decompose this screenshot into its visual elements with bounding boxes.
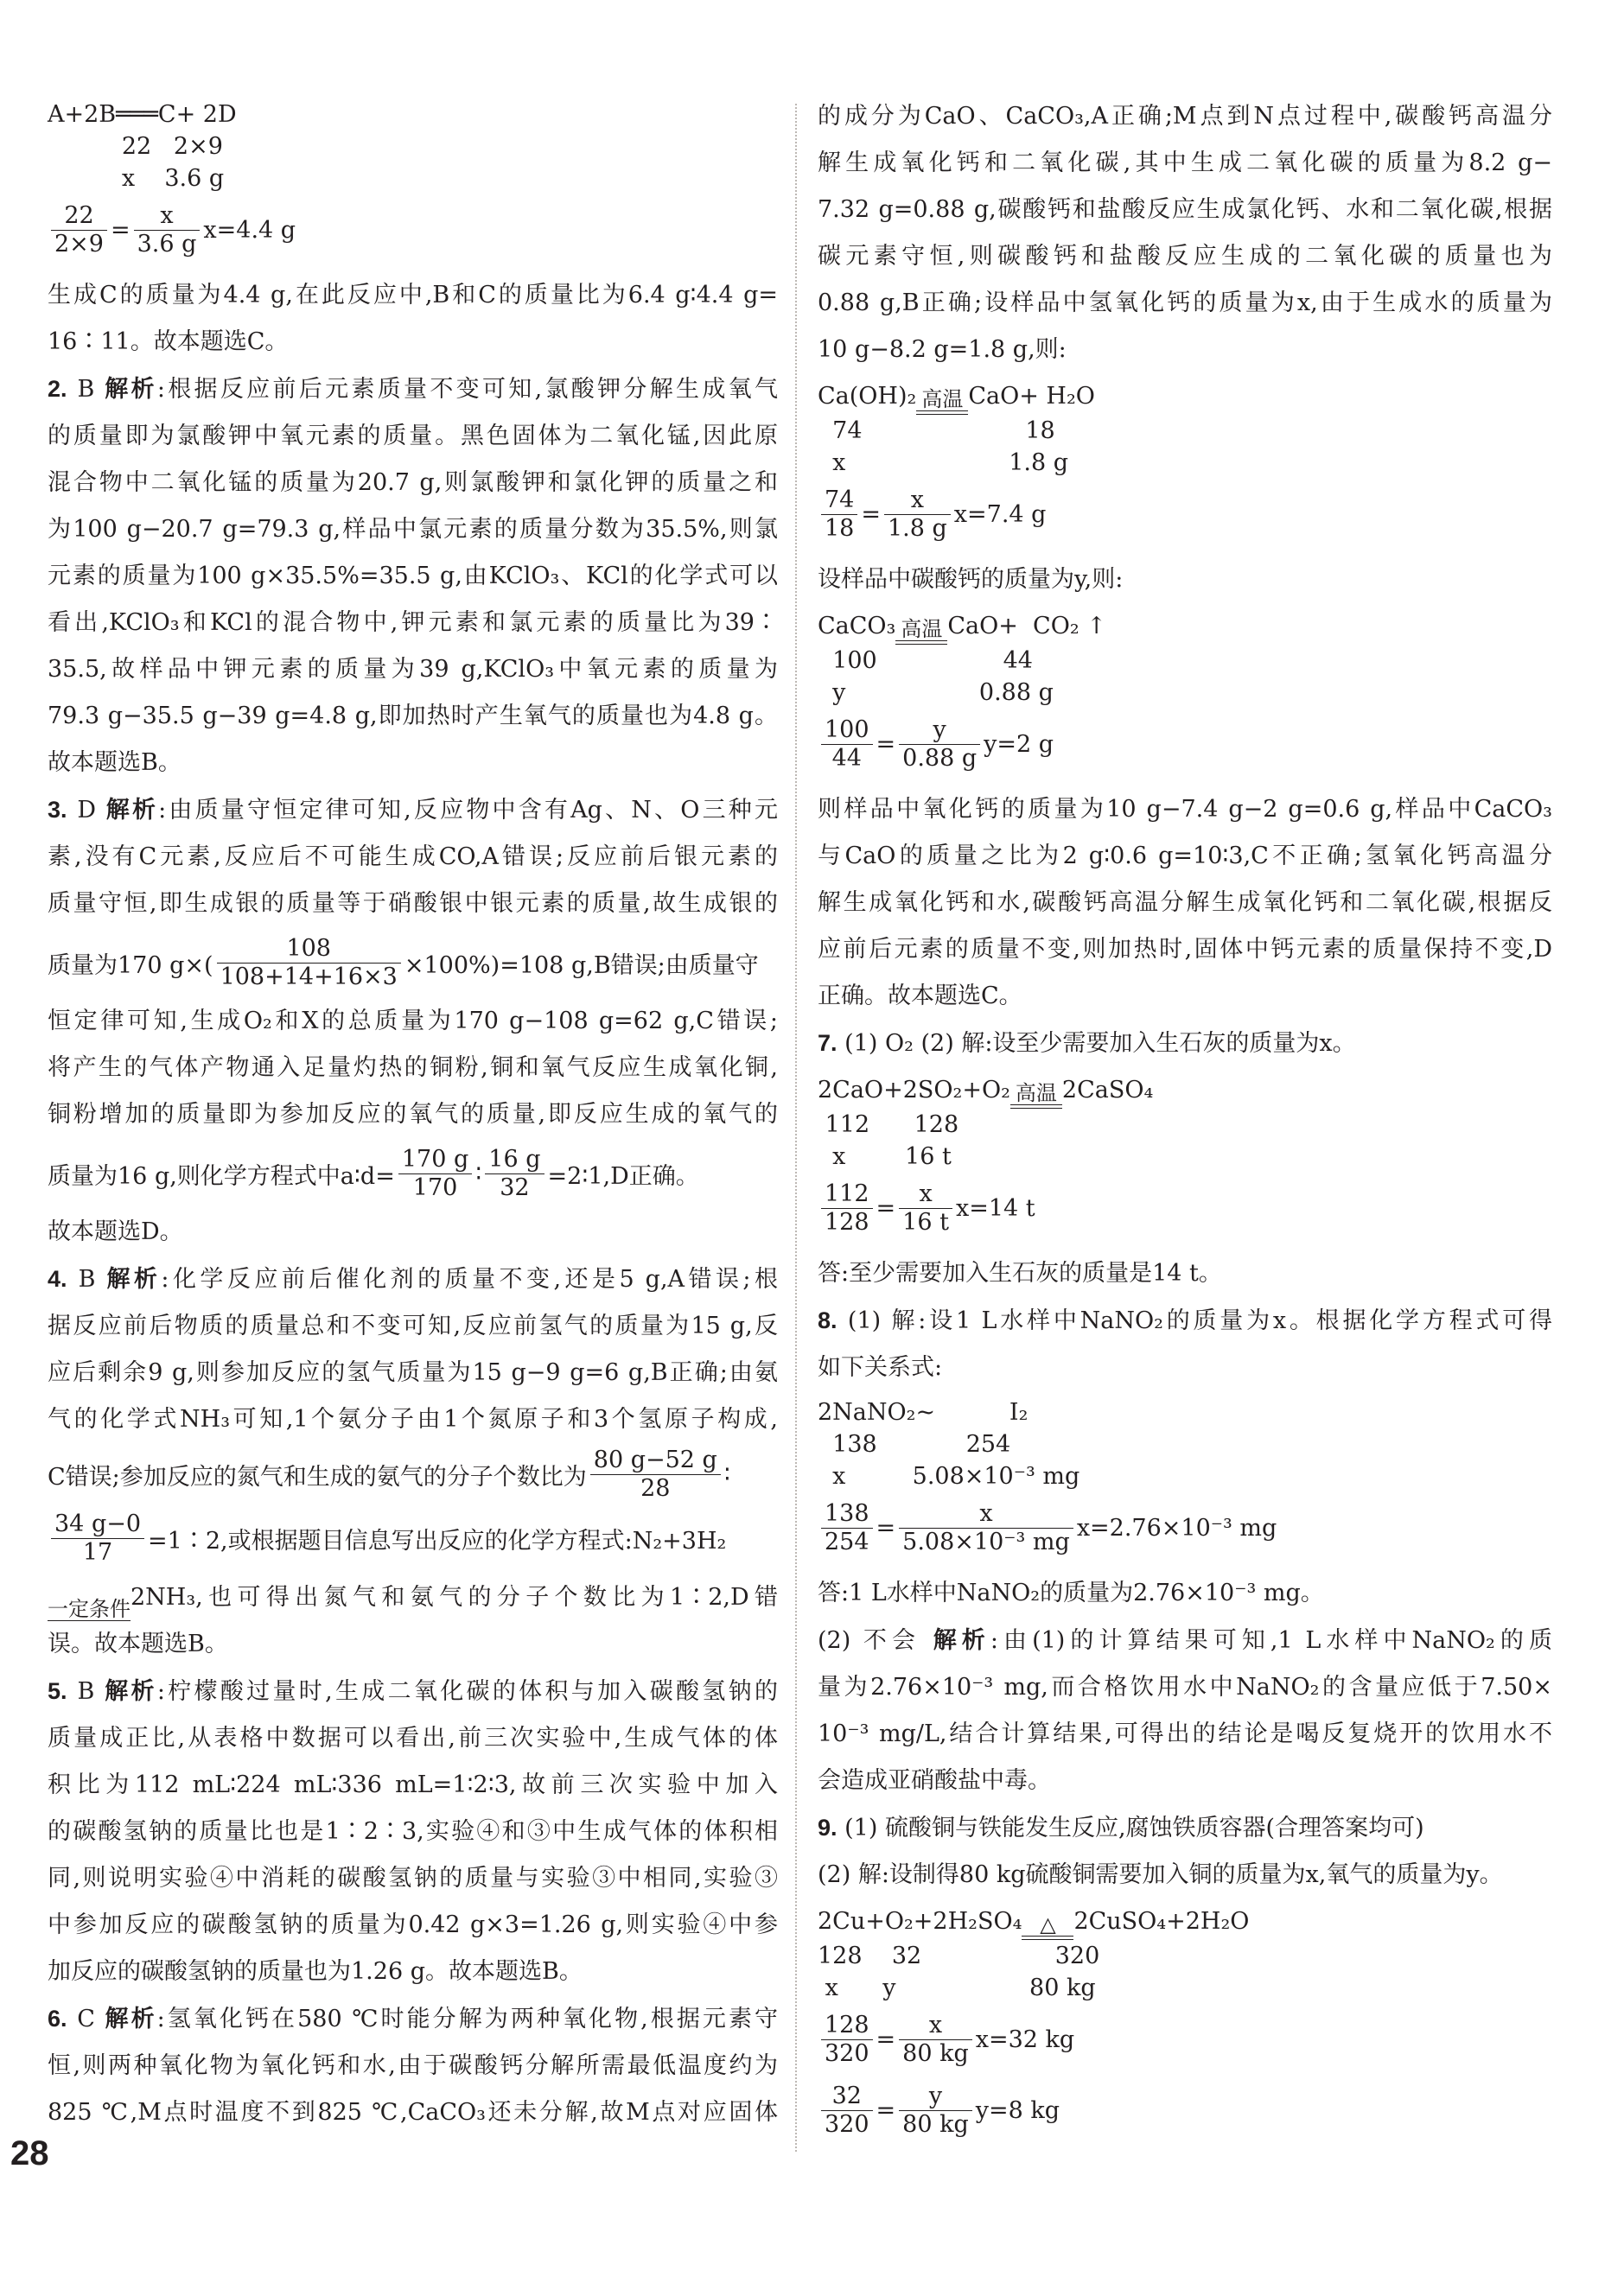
text-line: 10 g−8.2 g=1.8 g,则:	[818, 336, 1067, 363]
equation-line: 22 2×9	[48, 133, 223, 160]
fraction: $\frac{y}{0.88 g}$	[899, 716, 980, 773]
text-line: (2) 解:设制得80 kg硫酸铜需要加入铜的质量为x,氧气的质量为y。	[818, 1861, 1503, 1888]
text-line: 气的化学式NH₃可知,1个氨分子由1个氮原子和3个氢原子构成,	[48, 1406, 778, 1433]
text-line: 解生成氧化钙和水,碳酸钙高温分解生成氧化钙和二氧化碳,根据反	[818, 889, 1552, 916]
text-line: 质量成正比,从表格中数据可以看出,前三次实验中,生成气体的体	[48, 1725, 778, 1752]
text-line: 应后剩余9 g,则参加反应的氢气质量为15 g−9 g=6 g,B正确;由氨	[48, 1359, 778, 1386]
equation-line: A+2B═══C+ 2D	[48, 101, 237, 128]
equation-line: x 16 t	[818, 1143, 952, 1170]
text-line: 生成C的质量为4.4 g,在此反应中,B和C的质量比为6.4 g∶4.4 g=	[48, 282, 778, 308]
text-line: 碳元素守恒,则碳酸钙和盐酸反应生成的二氧化碳的质量也为	[818, 243, 1552, 270]
mass-formula-line: 质量为170 g×( $\frac{108}{108+14+16\times 3}$ ×100%)=108 g,B错误;由质量守	[48, 934, 759, 990]
fraction: $\frac{128}{320}$	[821, 2012, 873, 2068]
proportion-line: $\frac{22}{2\times 9}$ = $\frac{x}{3.6 g}$ x=4.4 g	[48, 194, 778, 265]
text-line: 误。故本题选B。	[48, 1631, 228, 1657]
answer-line: 答:1 L水样中NaNO₂的质量为2.76×10⁻³ mg。	[818, 1580, 1324, 1606]
equation-line: x 3.6 g	[48, 165, 225, 192]
equation-block-1	[48, 99, 778, 265]
equation-line: 2NaNO₂~ I₂	[818, 1399, 1029, 1426]
page-number: 28	[10, 2134, 49, 2172]
text-line: 为100 g−20.7 g=79.3 g,样品中氯元素的质量分数为35.5%,则氯	[48, 516, 778, 543]
text-line: 如下关系式:	[818, 1354, 943, 1381]
text-line: 积比为112 mL∶224 mL∶336 mL=1∶2∶3,故前三次实验中加入	[48, 1771, 778, 1798]
question-3-line: 3. D 解析:由质量守恒定律可知,反应物中含有Ag、N、O三种元	[48, 797, 778, 824]
fraction: $\frac{x}{\text{5.08×10⁻³ mg}}$	[899, 1500, 1073, 1556]
text-line: 16∶11。故本题选C。	[48, 328, 289, 355]
fraction: $\frac{y}{80 kg}$	[899, 2083, 972, 2139]
fraction: $\frac{74}{18}$	[821, 487, 857, 543]
text-line: 会造成亚硝酸盐中毒。	[818, 1767, 1051, 1794]
text-line: 35.5,故样品中钾元素的质量为39 g,KClO₃中氧元素的质量为	[48, 656, 778, 683]
fraction: $\frac{100}{44}$	[821, 716, 873, 773]
proportion-line: $\frac{112}{128}$ = $\frac{x}{16 t}$ x=14 t	[818, 1173, 1552, 1243]
equation-line: x 1.8 g	[818, 449, 1069, 476]
text-line: 恒,则两种氧化物为氧化钙和水,由于碳酸钙分解所需最低温度约为	[48, 2052, 778, 2079]
equation-block-3	[818, 608, 1552, 779]
proportion-line: $\frac{100}{44}$ = $\frac{y}{0.88 g}$ y=2 g	[818, 709, 1552, 779]
equation-line: 2CaO+2SO₂+O₂ 高温 2CaSO₄	[818, 1072, 1552, 1109]
text-line: 的质量即为氯酸钾中氧元素的质量。黑色固体为二氧化锰,因此原	[48, 423, 778, 449]
fraction: $\frac{170 g}{170}$	[398, 1146, 472, 1202]
text-line: 与CaO的质量之比为2 g∶0.6 g=10∶3,C不正确;氢氧化钙高温分	[818, 843, 1552, 869]
equation-line: Ca(OH)₂ 高温 CaO+ H₂O	[818, 378, 1552, 415]
question-4-line: 4. B 解析:化学反应前后催化剂的质量不变,还是5 g,A错误;根	[48, 1266, 778, 1293]
question-5-line: 5. B 解析:柠檬酸过量时,生成二氧化碳的体积与加入碳酸氢钠的	[48, 1678, 778, 1705]
text-line: 的成分为CaO、CaCO₃,A正确;M点到N点过程中,碳酸钙高温分	[818, 103, 1552, 130]
fraction: $\frac{22}{2\times 9}$	[51, 202, 107, 258]
text-line: 解生成氧化钙和二氧化碳,其中生成二氧化碳的质量为8.2 g−	[818, 149, 1552, 176]
question-6-line: 6. C 解析:氢氧化钙在580 ℃时能分解为两种氧化物,根据元素守	[48, 2006, 778, 2032]
text-line: 素,没有C元素,反应后不可能生成CO,A错误;反应前后银元素的	[48, 843, 778, 870]
fraction: $\frac{x}{16 t}$	[899, 1180, 952, 1237]
right-column	[818, 93, 1552, 2153]
text-line: 0.88 g,B正确;设样品中氢氧化钙的质量为x,由于生成水的质量为	[818, 289, 1552, 316]
fraction: $\frac{112}{128}$	[821, 1180, 873, 1237]
text-line: 故本题选B。	[48, 749, 182, 776]
fraction: $\frac{32}{320}$	[821, 2083, 873, 2139]
fraction: $\frac{x}{3.6 g}$	[134, 202, 201, 258]
equation-line: y 0.88 g	[818, 679, 1054, 706]
reaction-condition: 高温	[1010, 1082, 1062, 1109]
reaction-condition: 高温	[916, 388, 968, 415]
proportion-line: $\frac{32}{320}$ = $\frac{y}{80 kg}$ y=8 kg	[818, 2075, 1552, 2146]
equation-block-2	[818, 378, 1552, 550]
text-line: 825 ℃,M点时温度不到825 ℃,CaCO₃还未分解,故M点对应固体	[48, 2099, 778, 2126]
equation-line: 一定条件 2NH₃,也可得出氮气和氨气的分子个数比为1∶2,D错	[48, 1571, 778, 1621]
text-line: 正确。故本题选C。	[818, 983, 1022, 1009]
text-line: 中参加反应的碳酸氢钠的质量为0.42 g×3=1.26 g,则实验④中参	[48, 1911, 778, 1938]
equation-line: 2Cu+O₂+2H₂SO₄ △ 2CuSO₄+2H₂O	[818, 1904, 1552, 1940]
text-line: 恒定律可知,生成O₂和X的总质量为170 g−108 g=62 g,C错误;	[48, 1008, 778, 1034]
text-line: 据反应前后物质的质量总和不变可知,反应前氢气的质量为15 g,反	[48, 1313, 778, 1339]
text-line: 则样品中氧化钙的质量为10 g−7.4 g−2 g=0.6 g,样品中CaCO₃	[818, 796, 1552, 823]
equation-block-5	[818, 1904, 1552, 2146]
proportion-line: $\frac{74}{18}$ = $\frac{x}{1.8 g}$ x=7.4 g	[818, 479, 1552, 550]
ratio-line: C错误;参加反应的氮气和生成的氨气的分子个数比为 $\frac{80 g-52 g}{28}$ ∶	[48, 1446, 730, 1502]
text-line: (2) 不会 解析:由(1)的计算结果可知,1 L水样中NaNO₂的质	[818, 1627, 1552, 1654]
equation-line: CaCO₃ 高温 CaO+ CO₂ ↑	[818, 608, 1552, 645]
text-line: 应前后元素的质量不变,则加热时,固体中钙元素的质量保持不变,D	[818, 936, 1552, 963]
text-line: 质量守恒,即生成银的质量等于硝酸银中银元素的质量,故生成银的	[48, 890, 778, 917]
text-line: 的碳酸氢钠的质量比也是1∶2∶3,实验④和③中生成气体的体积相	[48, 1818, 778, 1845]
text-line: 混合物中二氧化锰的质量为20.7 g,则氯酸钾和氯化钾的质量之和	[48, 469, 778, 496]
text-line: 元素的质量为100 g×35.5%=35.5 g,由KClO₃、KCl的化学式可以	[48, 563, 778, 589]
fraction: $\frac{16 g}{32}$	[485, 1146, 544, 1202]
fraction: $\frac{138}{254}$	[821, 1500, 873, 1556]
fraction: $\frac{x}{80 kg}$	[899, 2012, 972, 2068]
question-8-line: 8. (1) 解:设1 L水样中NaNO₂的质量为x。根据化学方程式可得	[818, 1307, 1552, 1334]
relation-block	[818, 1396, 1552, 1563]
equation-line: 112 128	[818, 1111, 959, 1138]
text-line: 看出,KClO₃和KCl的混合物中,钾元素和氯元素的质量比为39∶	[48, 609, 778, 636]
equation-block-4	[818, 1072, 1552, 1243]
text-line: 故本题选D。	[48, 1218, 183, 1245]
text-line: 铜粉增加的质量即为参加反应的氧气的质量,即反应生成的氧气的	[48, 1101, 778, 1128]
left-column	[48, 93, 778, 2136]
question-7-line: 7. (1) O₂ (2) 解:设至少需要加入生石灰的质量为x。	[818, 1030, 1356, 1057]
reaction-condition: 高温	[895, 618, 947, 645]
reaction-condition: 一定条件	[48, 1598, 131, 1621]
text-line: 将产生的气体产物通入足量灼热的铜粉,铜和氧气反应生成氧化铜,	[48, 1054, 778, 1081]
proportion-line: $\frac{128}{320}$ = $\frac{x}{80 kg}$ x=32 kg	[818, 2004, 1552, 2075]
ratio-line: 质量为16 g,则化学方程式中a∶d= $\frac{170 g}{170}$ ∶ $\frac{16 g}{32}$ =2∶1,D正确。	[48, 1145, 699, 1201]
text-line: 同,则说明实验④中消耗的碳酸氢钠的质量与实验③中相同,实验③	[48, 1865, 778, 1892]
reaction-condition: △	[1022, 1913, 1073, 1940]
question-9-line: 9. (1) 硫酸铜与铁能发生反应,腐蚀铁质容器(合理答案均可)	[818, 1815, 1424, 1841]
question-2-line: 2. B 解析:根据反应前后元素质量不变可知,氯酸钾分解生成氧气	[48, 376, 778, 403]
equation-line: x 5.08×10⁻³ mg	[818, 1463, 1080, 1490]
text-line: 79.3 g−35.5 g−39 g=4.8 g,即加热时产生氧气的质量也为4.8 g。	[48, 703, 778, 729]
equation-line: 138 254	[818, 1431, 1011, 1458]
ratio-line: $\frac{34 g-0}{17}$ =1∶2,或根据题目信息写出反应的化学方程式:N₂+3H₂	[48, 1505, 778, 1571]
proportion-line: $\frac{138}{254}$ = $\frac{x}{\text{5.08×10⁻³ mg}}$ x=2.76×10⁻³ mg	[818, 1492, 1552, 1563]
fraction: $\frac{108}{108+14+16\times 3}$	[217, 935, 401, 991]
answer-line: 答:至少需要加入生石灰的质量是14 t。	[818, 1260, 1222, 1287]
equation-line: x y 80 kg	[818, 1975, 1096, 2001]
text-line: 量为2.76×10⁻³ mg,而合格饮用水中NaNO₂的含量应低于7.50×	[818, 1674, 1552, 1701]
text-line: 设样品中碳酸钙的质量为y,则:	[818, 566, 1124, 593]
fraction: $\frac{80 g-52 g}{28}$	[590, 1447, 721, 1503]
result: x=4.4 g	[203, 216, 296, 244]
fraction: $\frac{34 g-0}{17}$	[51, 1511, 144, 1567]
text-line: 加反应的碳酸氢钠的质量也为1.26 g。故本题选B。	[48, 1958, 583, 1985]
text-line: 7.32 g=0.88 g,碳酸钙和盐酸反应生成氯化钙、水和二氧化碳,根据	[818, 196, 1552, 223]
equation-line: 100 44	[818, 647, 1033, 674]
text-line: 10⁻³ mg/L,结合计算结果,可得出的结论是喝反复烧开的饮用水不	[818, 1720, 1552, 1747]
equation-line: 128 32 320	[818, 1943, 1100, 1969]
equation-line: 74 18	[818, 417, 1055, 444]
fraction: $\frac{x}{1.8 g}$	[884, 487, 951, 543]
column-divider	[795, 104, 797, 2152]
